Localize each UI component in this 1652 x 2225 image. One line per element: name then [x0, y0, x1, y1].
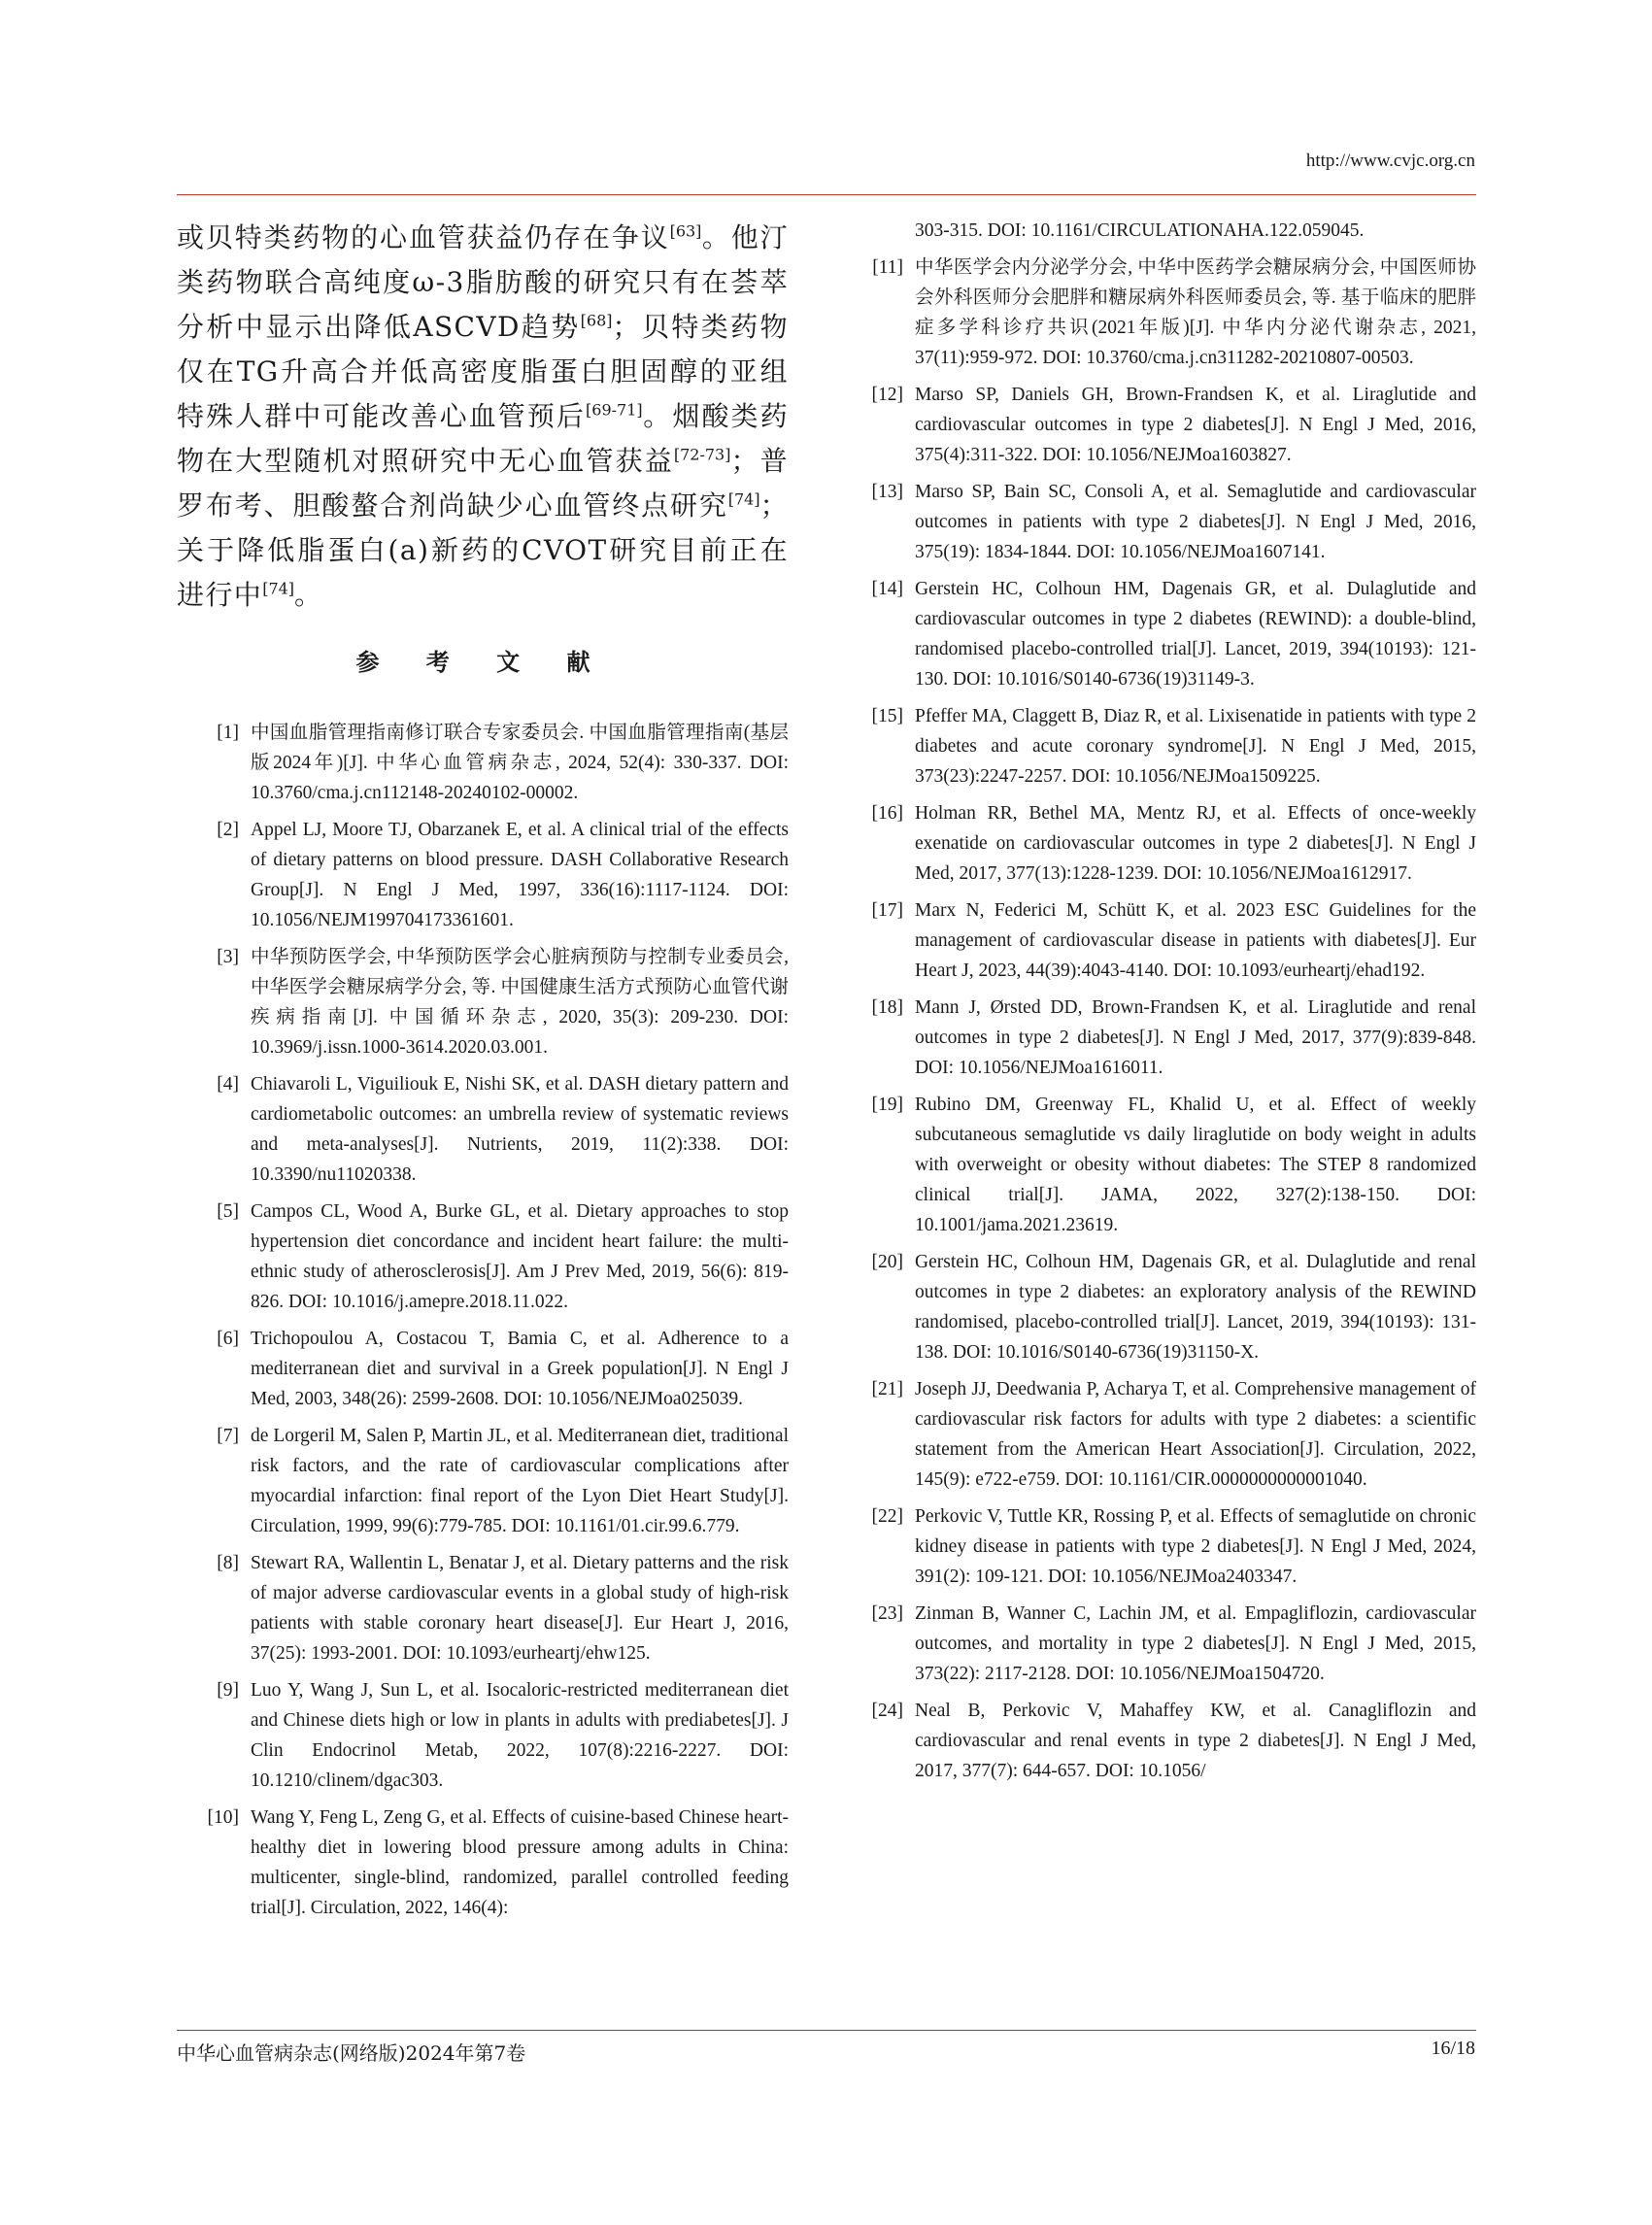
reference-item [177, 1421, 789, 1541]
reference-text: Luo Y, Wang J, Sun L, et al. Isocaloric-restricted mediterranean diet and Chinese diets high or low in plants in adults with prediabetes[J]. J Clin Endocrinol Metab, 2022, 107(8):2216-2227. DOI: 10.1210/clinem/dgac303. [251, 1680, 789, 1791]
reference-item [177, 1548, 789, 1669]
footer-rule [177, 2030, 1476, 2031]
reference-number: [5] [217, 1201, 239, 1222]
intro-text-segment: ；关于降低脂蛋白(a)新药的CVOT研究目前正在进行中 [177, 489, 789, 611]
reference-text: Gerstein HC, Colhoun HM, Dagenais GR, et al. Dulaglutide and cardiovascular outcomes in type 2 diabetes (REWIND): a double-blind, randomised placebo-controlled trial[J]. Lancet, 2019, 394(10193): 121-130. DOI: 10.1016/S0140-6736(19)31149-3. [915, 579, 1476, 690]
reference-number: [22] [871, 1506, 903, 1527]
ref-10-continuation: 303-315. DOI: 10.1161/CIRCULATIONAHA.122.059045. [915, 220, 1365, 241]
references-list-left [177, 718, 789, 1923]
journal-url[interactable]: http://www.cvjc.org.cn [1305, 151, 1475, 171]
reference-text: Holman RR, Bethel MA, Mentz RJ, et al. Effects of once-weekly exenatide on cardiovascular outcomes in type 2 diabetes[J]. N Engl J Med, 2017, 377(13):1228-1239. DOI: 10.1056/NEJMoa1612917. [915, 803, 1476, 884]
reference-text: Marx N, Federici M, Schütt K, et al. 2023 ESC Guidelines for the management of cardiovascular disease in patients with diabetes[J]. Eur Heart J, 2023, 44(39):4043-4140. DOI: 10.1093/eurheartj/ehad192. [915, 900, 1476, 981]
reference-item [177, 942, 789, 1062]
citation-superscript: [63] [669, 221, 702, 241]
reference-text: 中华医学会内分泌学分会, 中华中医药学会糖尿病分会, 中国医师协会外科医师分会肥胖和糖尿病外科医师委员会, 等. 基于临床的肥胖症多学科诊疗共识(2021年版)[J]. 中华内分泌代谢杂志, 2021, 37(11):959-972. DOI: 10.3760/cma.j.cn311282-20210807-00503. [915, 257, 1476, 368]
reference-number: [23] [871, 1603, 903, 1624]
reference-number: [15] [871, 706, 903, 726]
reference-number: [16] [871, 803, 903, 824]
reference-text: Appel LJ, Moore TJ, Obarzanek E, et al. A clinical trial of the effects of dietary patterns on blood pressure. DASH Collaborative Research Group[J]. N Engl J Med, 1997, 336(16):1117-1124. DOI: 10.1056/NEJM199704173361601. [251, 820, 789, 930]
reference-number: [18] [871, 997, 903, 1018]
right-column [862, 216, 1476, 1793]
reference-number: [12] [871, 385, 903, 405]
citation-superscript: [68] [580, 311, 613, 330]
reference-number: [19] [871, 1095, 903, 1115]
header-rule [177, 194, 1476, 195]
intro-text-segment: 或贝特类药物的心血管获益仍存在争议 [177, 221, 670, 253]
reference-number: [2] [217, 820, 239, 840]
intro-text-segment: ；贝特类药物仅在TG升高合并低高密度脂蛋白胆固醇的亚组特殊人群中可能改善心血管预后 [177, 311, 789, 432]
reference-text: Zinman B, Wanner C, Lachin JM, et al. Empagliflozin, cardiovascular outcomes, and mortality in type 2 diabetes[J]. N Engl J Med, 2015, 373(22): 2117-2128. DOI: 10.1056/NEJMoa1504720. [915, 1603, 1476, 1684]
reference-text: Joseph JJ, Deedwania P, Acharya T, et al. Comprehensive management of cardiovascular risk factors for adults with type 2 diabetes: a scientific statement from the American Heart Association[J]. Circulation, 2022, 145(9): e722-e759. DOI: 10.1161/CIR.0000000000001040. [915, 1379, 1476, 1490]
left-column [177, 216, 789, 1930]
citation-superscript: [74] [727, 489, 760, 509]
reference-item [177, 1069, 789, 1190]
reference-item [862, 477, 1476, 567]
reference-text: Wang Y, Feng L, Zeng G, et al. Effects of cuisine-based Chinese heart-healthy diet in lowering blood pressure among adults in China: multicenter, single-blind, randomized, parallel controlled feeding trial[J]. Circulation, 2022, 146(4): [251, 1807, 789, 1918]
references-list-right [862, 253, 1476, 1786]
reference-item [862, 1090, 1476, 1240]
citation-superscript: [69-71] [586, 400, 643, 420]
reference-item [862, 1247, 1476, 1367]
intro-text-segment: ；普罗布考、胆酸螯合剂尚缺少心血管终点研究 [177, 445, 789, 522]
reference-text: Gerstein HC, Colhoun HM, Dagenais GR, et al. Dulaglutide and renal outcomes in type 2 diabetes: an exploratory analysis of the REWIND randomised, placebo-controlled trial[J]. Lancet, 2019, 394(10193): 131-138. DOI: 10.1016/S0140-6736(19)31150-X. [915, 1252, 1476, 1363]
reference-item [862, 253, 1476, 373]
reference-number: [17] [871, 900, 903, 921]
reference-text: Stewart RA, Wallentin L, Benatar J, et al. Dietary patterns and the risk of major adverse cardiovascular events in a global study of high-risk patients with stable coronary heart disease[J]. Eur Heart J, 2016, 37(25): 1993-2001. DOI: 10.1093/eurheartj/ehw125. [251, 1553, 789, 1664]
reference-number: [3] [217, 947, 239, 967]
reference-text: Mann J, Ørsted DD, Brown-Frandsen K, et al. Liraglutide and renal outcomes in type 2 diabetes[J]. N Engl J Med, 2017, 377(9):839-848. DOI: 10.1056/NEJMoa1616011. [915, 997, 1476, 1078]
reference-item [177, 815, 789, 935]
reference-text: Campos CL, Wood A, Burke GL, et al. Dietary approaches to stop hypertension diet concordance and incident heart failure: the multi-ethnic study of atherosclerosis[J]. Am J Prev Med, 2019, 56(6): 819-826. DOI: 10.1016/j.amepre.2018.11.022. [251, 1201, 789, 1312]
reference-number: [11] [872, 257, 903, 278]
page-number: 16/18 [1431, 2038, 1475, 2059]
reference-text: Marso SP, Bain SC, Consoli A, et al. Semaglutide and cardiovascular outcomes in patients with type 2 diabetes[J]. N Engl J Med, 2016, 375(19): 1834-1844. DOI: 10.1056/NEJMoa1607141. [915, 482, 1476, 562]
reference-number: [24] [871, 1701, 903, 1721]
intro-text-segment: 。他汀类药物联合高纯度ω-3脂肪酸的研究只有在荟萃分析中显示出降低ASCVD趋势 [177, 221, 789, 343]
reference-item [862, 1374, 1476, 1495]
reference-text: Perkovic V, Tuttle KR, Rossing P, et al. Effects of semaglutide on chronic kidney disease in patients with type 2 diabetes[J]. N Engl J Med, 2024, 391(2): 109-121. DOI: 10.1056/NEJMoa2403347. [915, 1506, 1476, 1587]
reference-item [862, 701, 1476, 792]
reference-item [862, 798, 1476, 889]
reference-item [862, 1501, 1476, 1592]
reference-text: 中华预防医学会, 中华预防医学会心脏病预防与控制专业委员会, 中华医学会糖尿病学分会, 等. 中国健康生活方式预防心血管代谢疾病指南[J]. 中国循环杂志, 2020, 35(3): 209-230. DOI: 10.3969/j.issn.1000-3614.2020.03.001. [251, 947, 789, 1058]
reference-item [862, 1599, 1476, 1689]
reference-text: de Lorgeril M, Salen P, Martin JL, et al. Mediterranean diet, traditional risk factors, and the rate of cardiovascular complications after myocardial infarction: final report of the Lyon Diet Heart Study[J]. Circulation, 1999, 99(6):779-785. DOI: 10.1161/01.cir.99.6.779. [251, 1426, 789, 1536]
reference-item [177, 1803, 789, 1923]
intro-text-segment: 。 [294, 579, 323, 611]
reference-number: [14] [871, 579, 903, 599]
reference-item [177, 1324, 789, 1414]
reference-number: [7] [217, 1426, 239, 1446]
reference-text: Neal B, Perkovic V, Mahaffey KW, et al. Canagliflozin and cardiovascular and renal events in type 2 diabetes[J]. N Engl J Med, 2017, 377(7): 644-657. DOI: 10.1056/ [915, 1701, 1476, 1781]
citation-superscript: [74] [262, 579, 295, 598]
citation-superscript: [72-73] [673, 445, 731, 464]
reference-number: [8] [217, 1553, 239, 1573]
reference-item [862, 895, 1476, 986]
reference-item [862, 993, 1476, 1083]
reference-item [862, 574, 1476, 694]
footer-journal: 中华心血管病杂志(网络版)2024年第7卷 [177, 2041, 526, 2065]
reference-text: Trichopoulou A, Costacou T, Bamia C, et al. Adherence to a mediterranean diet and survival in a Greek population[J]. N Engl J Med, 2003, 348(26): 2599-2608. DOI: 10.1056/NEJMoa025039. [251, 1329, 789, 1409]
reference-number: [20] [871, 1252, 903, 1272]
reference-number: [1] [217, 723, 239, 743]
reference-item [177, 1675, 789, 1796]
reference-number: [10] [207, 1807, 239, 1828]
reference-text: Marso SP, Daniels GH, Brown-Frandsen K, et al. Liraglutide and cardiovascular outcomes in type 2 diabetes[J]. N Engl J Med, 2016, 375(4):311-322. DOI: 10.1056/NEJMoa1603827. [915, 385, 1476, 465]
reference-text: 中国血脂管理指南修订联合专家委员会. 中国血脂管理指南(基层版2024年)[J]. 中华心血管病杂志, 2024, 52(4): 330-337. DOI: 10.3760/cma.j.cn112148-20240102-00002. [251, 723, 789, 803]
reference-text: Rubino DM, Greenway FL, Khalid U, et al. Effect of weekly subcutaneous semaglutide vs daily liraglutide on body weight in adults with overweight or obesity without diabetes: The STEP 8 randomized clinical trial[J]. JAMA, 2022, 327(2):138-150. DOI: 10.1001/jama.2021.23619. [915, 1095, 1476, 1235]
reference-item [177, 718, 789, 808]
reference-text: Pfeffer MA, Claggett B, Diaz R, et al. Lixisenatide in patients with type 2 diabetes and acute coronary syndrome[J]. N Engl J Med, 2015, 373(23):2247-2257. DOI: 10.1056/NEJMoa1509225. [915, 706, 1476, 787]
intro-paragraph [177, 216, 789, 618]
reference-item [177, 1197, 789, 1317]
reference-number: [21] [871, 1379, 903, 1399]
intro-text-segment: 。烟酸类药物在大型随机对照研究中无心血管获益 [177, 400, 789, 477]
reference-number: [6] [217, 1329, 239, 1349]
reference-number: [13] [871, 482, 903, 502]
reference-text: Chiavaroli L, Viguiliouk E, Nishi SK, et al. DASH dietary pattern and cardiometabolic outcomes: an umbrella review of systematic reviews and meta-analyses[J]. Nutrients, 2019, 11(2):338. DOI: 10.3390/nu11020338. [251, 1074, 789, 1185]
reference-item [862, 1696, 1476, 1786]
reference-number: [4] [217, 1074, 239, 1095]
reference-number: [9] [217, 1680, 239, 1701]
reference-item [862, 380, 1476, 470]
references-heading: 参 考 文 献 [355, 648, 610, 676]
